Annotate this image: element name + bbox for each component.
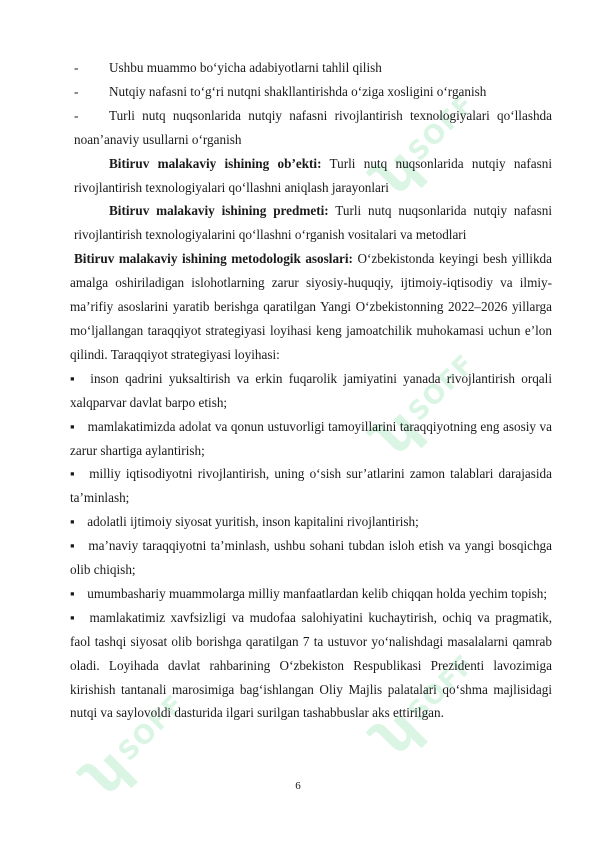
list-item: - Turli nutq nuqsonlarida nutqiy nafasni rivojlantirish texnologiyalari qo‘llashda noan’anaviy usullarni o‘rganish [74, 104, 552, 152]
watermark: ʮ SOFF [363, 349, 481, 467]
list-item: ▪ milliy iqtisodiyotni rivojlantirish, uning o‘sish sur’atlarini zamon talablari darajasida ta’minlash; [70, 462, 552, 510]
watermark: ʮ SOFF [363, 649, 481, 767]
document-body [70, 56, 552, 725]
dash-marker: - [74, 60, 79, 75]
dash-marker: - [74, 83, 79, 99]
list-item: ▪ mamlakatimizda adolat va qonun ustuvorligi tamoyillarini taraqqiyotning eng asosiy va zarur shartiga aylantirish; [70, 415, 552, 463]
watermark-logo-icon: ʮ [73, 738, 142, 807]
list-item: - Ushbu muammo bo‘yicha adabiyotlarni tahlil qilish [74, 56, 552, 80]
bullet-marker: ▪ [70, 466, 75, 482]
object-label: Bitiruv malakaviy ishining ob’ekti: [109, 155, 322, 171]
watermark-logo-icon: ʮ [363, 398, 432, 467]
bullet-marker: ▪ [70, 514, 75, 530]
list-item: ▪ umumbashariy muammolarga milliy manfaatlardan kelib chiqqan holda yechim topish; [70, 582, 552, 606]
bullet-marker: ▪ [70, 609, 75, 625]
bullet-marker: ▪ [70, 538, 75, 554]
watermark: ʮ SOFF [363, 89, 481, 207]
watermark-logo-icon: ʮ [363, 138, 432, 207]
list-item: ▪ ma’naviy taraqqiyotni ta’minlash, ushbu sohani tubdan isloh etish va yangi bosqichga olib chiqish; [70, 534, 552, 582]
list-item: ▪ adolatli ijtimoiy siyosat yuritish, inson kapitalini rivojlantirish; [70, 510, 552, 534]
methodology-label: Bitiruv malakaviy ishining metodologik asoslari: [74, 251, 353, 267]
list-item: ▪ inson qadrini yuksaltirish va erkin fuqarolik jamiyatini yanada rivojlantirish orqali xalqparvar davlat barpo etish; [70, 367, 552, 415]
subject-paragraph: Bitiruv malakaviy ishining predmeti: Turli nutq nuqsonlarida nutqiy nafasni rivojlantirish texnologiyalarini qo‘llashni o‘rganish vositalari va metodlari [74, 203, 552, 243]
dash-marker: - [74, 107, 79, 123]
list-item: ▪ mamlakatimiz xavfsizligi va mudofaa salohiyatini kuchaytirish, ochiq va pragmatik, faol tashqi siyosat olib borishga qaratilgan 7 ta ustuvor yo‘nalishdagi masalalarni qamrab oladi. Loyihada davlat rahbarining O‘zbekiston Respublikasi Prezidenti lavozimiga kirishish tantanali marosimiga bag‘ishlangan Oliy Majlis palatalari qo‘shma majlisidagi nutqi va saylovoldi dasturida ilgari surilgan tashabbuslar aks ettirilgan. [70, 606, 552, 726]
subject-label: Bitiruv malakaviy ishining predmeti: [109, 203, 329, 219]
methodology-paragraph: Bitiruv malakaviy ishining metodologik asoslari: O‘zbekistonda keyingi besh yillikda amalga oshiriladigan islohotlarning zarur siyosiy-huquqiy, ijtimoiy-iqtisodiy va ilmiy-ma’rifiy asoslarini yaratib berishga qaratilgan Yangi O‘zbekistonning 2022–2026 yillarga mo‘ljallangan taraqqiyot strategiyasi loyihasi keng jamoatchilik muhokamasi uchun e’lon qilindi. Taraqqiyot strategiyasi loyihasi: [70, 251, 552, 362]
watermark-logo-icon: ʮ [363, 698, 432, 767]
list-item: - Nutqiy nafasni to‘g‘ri nutqni shakllantirishda o‘ziga xosligini o‘rganish [74, 80, 552, 104]
bullet-marker: ▪ [70, 585, 75, 601]
bullet-marker: ▪ [70, 370, 75, 386]
watermark: ʮ SOFF [73, 689, 191, 807]
bullet-marker: ▪ [70, 418, 75, 434]
object-paragraph: Bitiruv malakaviy ishining ob’ekti: Turli nutq nuqsonlarida nutqiy nafasni rivojlantirish texnologiyalari qo‘llashni aniqlash jarayonlari [74, 155, 552, 195]
page-number: 6 [295, 780, 301, 792]
